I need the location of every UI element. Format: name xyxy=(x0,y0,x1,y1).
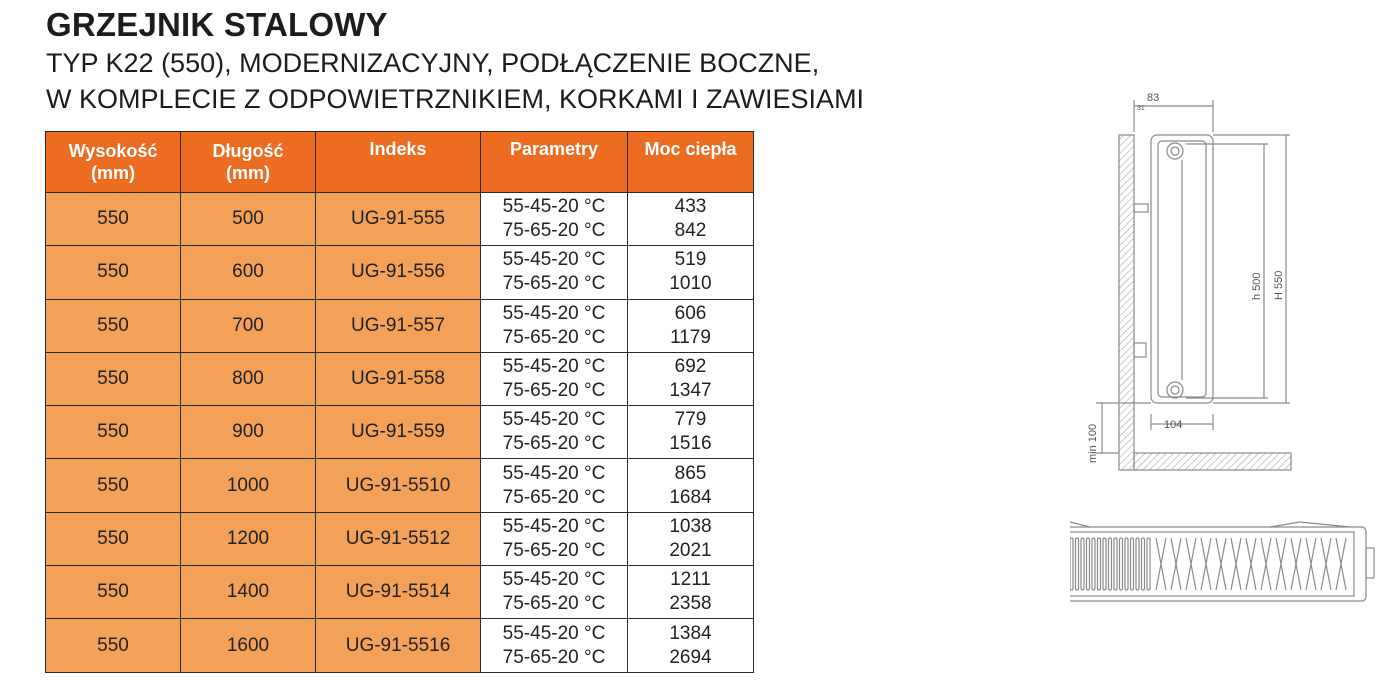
table-row xyxy=(46,566,754,619)
param-low: 55-45-20 °C xyxy=(502,196,606,218)
param-low: 55-45-20 °C xyxy=(502,462,606,484)
spec-table xyxy=(45,131,754,673)
cell-params xyxy=(481,246,628,299)
cell-index: UG-91-5512 xyxy=(316,512,481,565)
cell-power xyxy=(628,459,754,512)
cell-params xyxy=(481,193,628,246)
fin xyxy=(1142,538,1145,590)
power-low: 692 xyxy=(674,356,707,378)
param-high: 75-65-20 °C xyxy=(502,646,606,668)
fin xyxy=(1156,538,1166,590)
fin xyxy=(1103,538,1106,590)
product-subtitle-line-1: TYP K22 (550), MODERNIZACYJNY, PODŁĄCZENIE BOCZNE, xyxy=(46,48,820,78)
cell-index: UG-91-556 xyxy=(316,246,481,299)
dim-top-small-label: 31 xyxy=(1137,105,1145,112)
fin xyxy=(1246,538,1256,590)
header-params: Parametry xyxy=(481,132,628,193)
table-row xyxy=(46,459,754,512)
top-view-drawing xyxy=(1070,522,1374,601)
fin xyxy=(1171,538,1181,590)
param-high: 75-65-20 °C xyxy=(502,593,606,615)
cell-index: UG-91-555 xyxy=(316,193,481,246)
fin xyxy=(1276,538,1286,590)
header-power: Moc ciepła xyxy=(628,132,754,193)
power-low: 519 xyxy=(674,249,707,271)
wall-hatch xyxy=(1119,135,1134,470)
dim-bottom-label: 104 xyxy=(1164,419,1183,431)
table-row xyxy=(46,512,754,565)
cell-index: UG-91-559 xyxy=(316,406,481,459)
fin xyxy=(1291,538,1301,590)
cell-index: UG-91-5510 xyxy=(316,459,481,512)
cell-height: 550 xyxy=(46,299,181,352)
power-high: 1684 xyxy=(669,486,712,508)
param-low: 55-45-20 °C xyxy=(502,515,606,537)
power-high: 842 xyxy=(674,220,707,242)
param-high: 75-65-20 °C xyxy=(502,486,606,508)
header-height-label: Wysokość (mm) xyxy=(68,141,158,183)
param-high: 75-65-20 °C xyxy=(502,539,606,561)
cell-height: 550 xyxy=(46,246,181,299)
radiator-fins xyxy=(1070,538,1346,590)
power-high: 2694 xyxy=(669,646,712,668)
power-low: 779 xyxy=(674,409,707,431)
table-row xyxy=(46,299,754,352)
param-high: 75-65-20 °C xyxy=(502,273,606,295)
power-high: 1347 xyxy=(669,380,712,402)
header-index: Indeks xyxy=(316,132,481,193)
power-low: 865 xyxy=(674,462,707,484)
dim-top-label: 83 xyxy=(1147,92,1160,104)
table-row xyxy=(46,246,754,299)
table-header-row xyxy=(46,132,754,193)
cell-index: UG-91-557 xyxy=(316,299,481,352)
cell-power xyxy=(628,566,754,619)
cell-length: 1200 xyxy=(181,512,316,565)
fin xyxy=(1114,538,1117,590)
table-row xyxy=(46,193,754,246)
fin xyxy=(1201,538,1211,590)
cell-params xyxy=(481,406,628,459)
header-length-label: Długość (mm) xyxy=(212,141,284,183)
cell-params xyxy=(481,352,628,405)
param-low: 55-45-20 °C xyxy=(502,409,606,431)
cell-power xyxy=(628,352,754,405)
power-high: 2021 xyxy=(669,539,712,561)
param-low: 55-45-20 °C xyxy=(502,569,606,591)
param-high: 75-65-20 °C xyxy=(502,380,606,402)
cell-height: 550 xyxy=(46,352,181,405)
cell-height: 550 xyxy=(46,566,181,619)
fin xyxy=(1231,538,1241,590)
cell-height: 550 xyxy=(46,512,181,565)
bottom-connection-icon xyxy=(1167,382,1183,398)
cell-length: 500 xyxy=(181,193,316,246)
table-row xyxy=(46,352,754,405)
param-high: 75-65-20 °C xyxy=(502,433,606,455)
cell-height: 550 xyxy=(46,619,181,672)
floor-hatch xyxy=(1134,453,1291,470)
dim-h-label: h 500 xyxy=(1251,272,1263,300)
param-low: 55-45-20 °C xyxy=(502,249,606,271)
power-low: 1038 xyxy=(669,515,712,537)
fin xyxy=(1070,538,1073,590)
cell-length: 700 xyxy=(181,299,316,352)
param-low: 55-45-20 °C xyxy=(502,356,606,378)
power-low: 433 xyxy=(674,196,707,218)
fin xyxy=(1216,538,1226,590)
power-low: 606 xyxy=(674,302,707,324)
cell-height: 550 xyxy=(46,193,181,246)
cell-length: 1000 xyxy=(181,459,316,512)
fin xyxy=(1321,538,1331,590)
cell-power xyxy=(628,299,754,352)
product-subtitle-line-2: W KOMPLECIE Z ODPOWIETRZNIKIEM, KORKAMI I ZAWIESIAMI xyxy=(46,84,865,114)
table-row xyxy=(46,406,754,459)
radiator-drawings xyxy=(1070,80,1394,680)
cell-index: UG-91-558 xyxy=(316,352,481,405)
cell-power xyxy=(628,512,754,565)
param-low: 55-45-20 °C xyxy=(502,302,606,324)
fin xyxy=(1186,538,1196,590)
power-low: 1384 xyxy=(669,622,712,644)
cell-index: UG-91-5516 xyxy=(316,619,481,672)
fin xyxy=(1336,538,1346,590)
top-connection-icon xyxy=(1167,143,1183,159)
fin xyxy=(1081,538,1084,590)
fin xyxy=(1136,538,1139,590)
cell-length: 900 xyxy=(181,406,316,459)
cell-params xyxy=(481,619,628,672)
table-body xyxy=(46,193,754,673)
power-high: 2358 xyxy=(669,593,712,615)
param-low: 55-45-20 °C xyxy=(502,622,606,644)
fin xyxy=(1092,538,1095,590)
dim-min-label: min 100 xyxy=(1087,423,1099,463)
param-high: 75-65-20 °C xyxy=(502,326,606,348)
fin xyxy=(1131,538,1134,590)
cell-height: 550 xyxy=(46,459,181,512)
cell-length: 800 xyxy=(181,352,316,405)
cell-length: 1600 xyxy=(181,619,316,672)
fin xyxy=(1076,538,1079,590)
cell-power xyxy=(628,246,754,299)
power-high: 1010 xyxy=(669,273,712,295)
fin xyxy=(1087,538,1090,590)
cell-power xyxy=(628,193,754,246)
cell-params xyxy=(481,566,628,619)
cell-params xyxy=(481,459,628,512)
fin xyxy=(1125,538,1128,590)
cell-index: UG-91-5514 xyxy=(316,566,481,619)
cell-length: 1400 xyxy=(181,566,316,619)
cell-length: 600 xyxy=(181,246,316,299)
cell-power xyxy=(628,406,754,459)
power-low: 1211 xyxy=(670,569,711,591)
fin xyxy=(1120,538,1123,590)
power-high: 1516 xyxy=(669,433,712,455)
fin xyxy=(1109,538,1112,590)
fin xyxy=(1147,538,1150,590)
dim-H-label: H 550 xyxy=(1273,270,1285,300)
fin xyxy=(1306,538,1316,590)
fin xyxy=(1261,538,1271,590)
power-high: 1179 xyxy=(670,326,711,348)
product-title: GRZEJNIK STALOWY xyxy=(46,6,388,43)
header-length xyxy=(181,132,316,193)
cell-params xyxy=(481,299,628,352)
cell-power xyxy=(628,619,754,672)
cell-params xyxy=(481,512,628,565)
param-high: 75-65-20 °C xyxy=(502,220,606,242)
fin xyxy=(1098,538,1101,590)
cell-height: 550 xyxy=(46,406,181,459)
header-height xyxy=(46,132,181,193)
table-row xyxy=(46,619,754,672)
